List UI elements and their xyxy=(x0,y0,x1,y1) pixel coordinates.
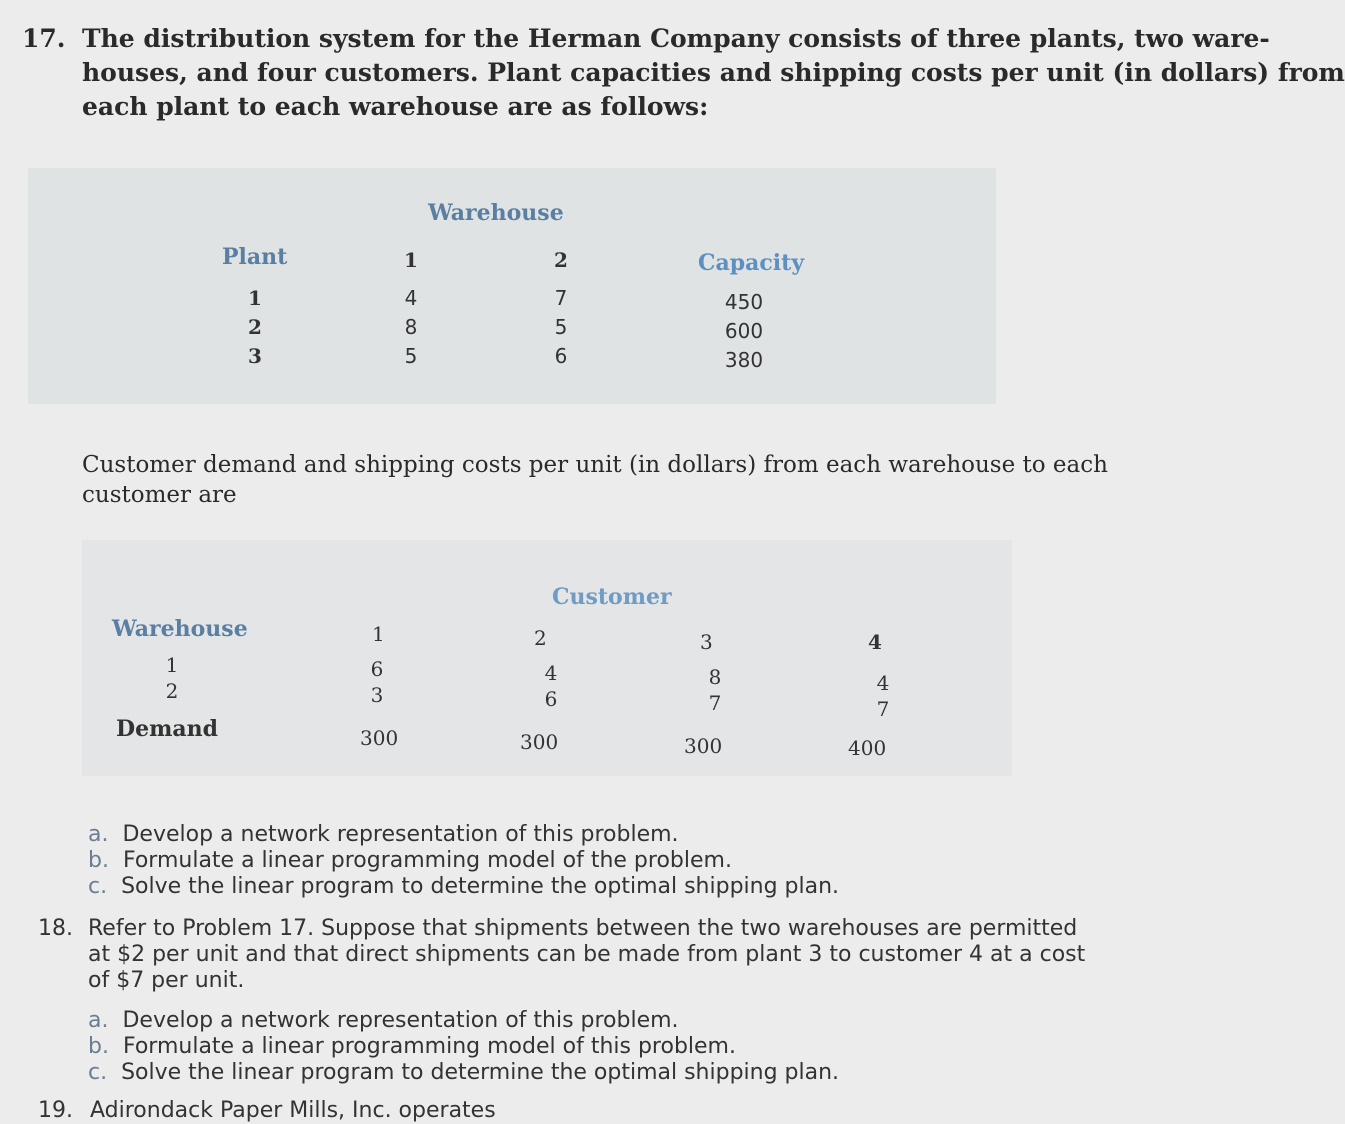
customer-3-header: 3 xyxy=(700,630,713,654)
cost-cell: 8 xyxy=(404,315,418,339)
warehouse-1-cost-column xyxy=(402,284,420,371)
part-text: Solve the linear program to determine the optimal shipping plan. xyxy=(121,874,840,899)
customer-1-cost-column xyxy=(368,656,386,708)
customer-2-cost-column xyxy=(542,660,560,712)
list-item xyxy=(88,1008,839,1034)
warehouse-2-cost-column xyxy=(552,284,570,371)
part-text: Develop a network representation of this problem. xyxy=(122,822,679,847)
problem-17-parts xyxy=(88,822,839,900)
cost-cell: 4 xyxy=(544,661,558,685)
capacity-cell: 380 xyxy=(724,348,764,372)
plant-column-header: Plant xyxy=(222,244,288,270)
part-marker: a. xyxy=(88,1008,109,1033)
problem-19-number: 19. xyxy=(38,1098,73,1123)
problem-18-number: 18. xyxy=(38,916,73,941)
list-item xyxy=(88,1060,839,1086)
plant-id: 3 xyxy=(248,344,262,368)
capacity-cell: 450 xyxy=(724,290,764,314)
customer-2-header: 2 xyxy=(534,626,547,650)
warehouse-2-header: 2 xyxy=(554,248,568,272)
part-marker: b. xyxy=(88,848,109,873)
warehouse-group-header: Warehouse xyxy=(428,200,564,226)
cost-cell: 8 xyxy=(708,665,722,689)
cost-cell: 6 xyxy=(554,344,568,368)
cost-cell: 4 xyxy=(404,286,418,310)
cost-cell: 7 xyxy=(876,697,890,721)
part-marker: c. xyxy=(88,874,108,899)
problem-17-line: each plant to each warehouse are as follows: xyxy=(82,92,709,121)
cost-cell: 5 xyxy=(404,344,418,368)
plant-id: 2 xyxy=(248,315,262,339)
part-text: Develop a network representation of this problem. xyxy=(122,1008,679,1033)
problem-17-text xyxy=(82,22,1345,124)
customer-4-header: 4 xyxy=(868,630,882,654)
warehouse-id-column xyxy=(164,652,180,704)
part-text: Solve the linear program to determine the optimal shipping plan. xyxy=(121,1060,840,1085)
problem-18-line: at $2 per unit and that direct shipments can be made from plant 3 to customer 4 at a cost xyxy=(88,942,1086,967)
demand-cell: 300 xyxy=(360,726,399,750)
part-text: Formulate a linear programming model of this problem. xyxy=(122,1034,736,1059)
customer-3-cost-column xyxy=(706,664,724,716)
cost-cell: 4 xyxy=(876,671,890,695)
cost-cell: 7 xyxy=(708,691,722,715)
customer-4-cost-column xyxy=(874,670,892,722)
part-text: Formulate a linear programming model of the problem. xyxy=(122,848,732,873)
cost-cell: 6 xyxy=(370,657,384,681)
customer-demand-intro xyxy=(82,450,1108,510)
warehouse-id: 1 xyxy=(165,653,179,677)
problem-18-line: of $7 per unit. xyxy=(88,968,245,993)
part-marker: b. xyxy=(88,1034,109,1059)
cost-cell: 5 xyxy=(554,315,568,339)
cost-cell: 3 xyxy=(370,683,384,707)
demand-cell: 300 xyxy=(520,730,559,754)
problem-17-number: 17. xyxy=(22,24,66,53)
problem-18-line: Refer to Problem 17. Suppose that shipments between the two warehouses are permitted xyxy=(88,916,1078,941)
problem-17-line: houses, and four customers. Plant capacities and shipping costs per unit (in dollars) from xyxy=(82,58,1345,87)
part-marker: a. xyxy=(88,822,109,847)
warehouse-1-header: 1 xyxy=(404,248,418,272)
demand-cell: 300 xyxy=(684,734,723,758)
warehouse-column-header: Warehouse xyxy=(112,616,248,642)
customer-group-header: Customer xyxy=(552,584,672,610)
capacity-cell: 600 xyxy=(724,319,764,343)
intro-line: Customer demand and shipping costs per unit (in dollars) from each warehouse to each xyxy=(82,452,1108,478)
demand-cell: 400 xyxy=(848,736,887,760)
plant-id: 1 xyxy=(248,286,262,310)
cost-cell: 7 xyxy=(554,286,568,310)
customer-1-header: 1 xyxy=(372,622,385,646)
cost-cell: 6 xyxy=(544,687,558,711)
list-item xyxy=(88,1034,839,1060)
list-item xyxy=(88,874,839,900)
problem-19-text: Adirondack Paper Mills, Inc. operates xyxy=(90,1098,496,1123)
list-item xyxy=(88,848,839,874)
plant-id-column xyxy=(248,284,262,371)
intro-line: customer are xyxy=(82,482,237,508)
warehouse-id: 2 xyxy=(165,679,179,703)
part-marker: c. xyxy=(88,1060,108,1085)
list-item xyxy=(88,822,839,848)
problem-18-text xyxy=(88,916,1085,994)
problem-17-line: The distribution system for the Herman Company consists of three plants, two ware- xyxy=(82,24,1270,53)
demand-row-label: Demand xyxy=(116,716,218,742)
capacity-column xyxy=(716,288,772,375)
capacity-header: Capacity xyxy=(698,250,805,276)
problem-18-parts xyxy=(88,1008,839,1086)
